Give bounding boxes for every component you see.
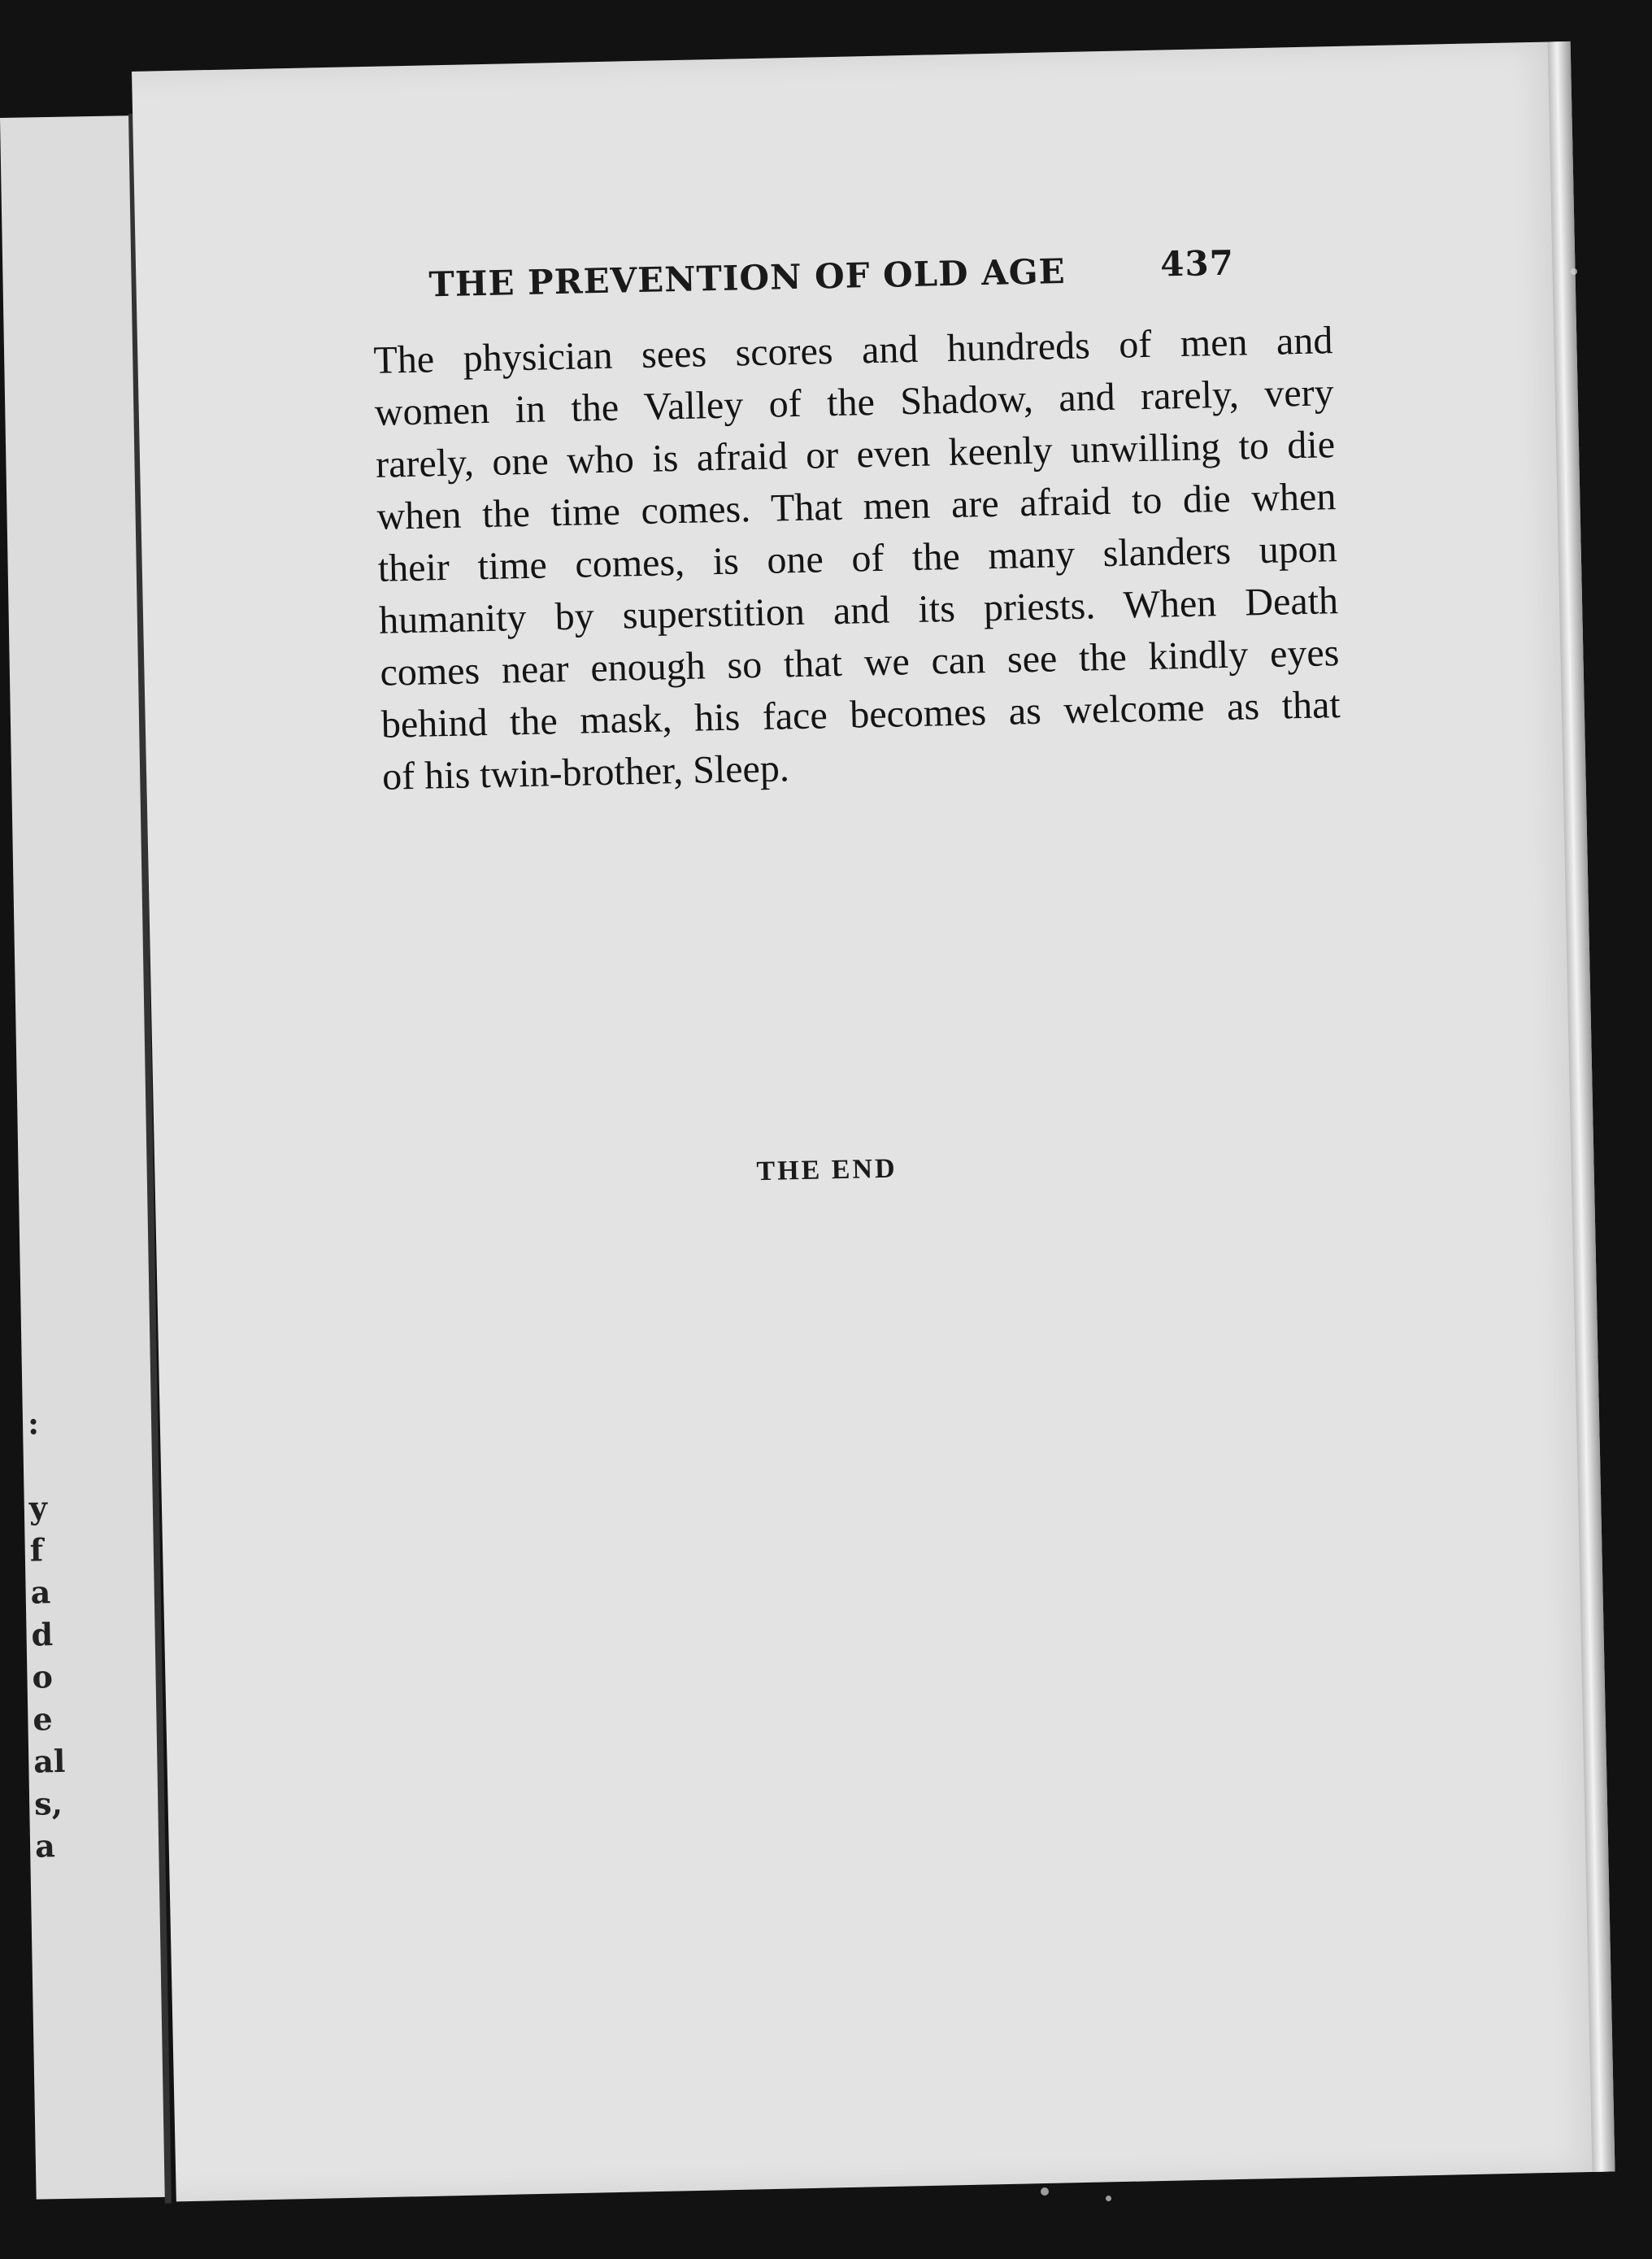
left-page-edge-letters: : y f a d o e al s, a xyxy=(27,1404,66,1865)
book-page xyxy=(132,41,1615,2201)
the-end-label: THE END xyxy=(756,1153,898,1187)
body-line: behind the mask, his face becomes as welcome as that xyxy=(380,683,1341,746)
dust-speck xyxy=(1106,2196,1111,2201)
body-line: when the time comes. That men are afraid to die when xyxy=(376,475,1337,538)
running-head xyxy=(428,242,1339,305)
body-line: humanity by superstition and its priests. When Death xyxy=(378,579,1339,642)
body-line: rarely, one who is afraid or even keenly unwilling to die xyxy=(375,423,1336,486)
body-line: women in the Valley of the Shadow, and rarely, very xyxy=(374,371,1335,434)
body-line: of his twin-brother, Sleep. xyxy=(381,746,790,799)
dust-speck xyxy=(1571,268,1577,275)
page-edge xyxy=(1548,41,1615,2172)
body-paragraph xyxy=(373,315,1342,803)
body-line: their time comes, is one of the many slanders upon xyxy=(377,527,1338,590)
body-line: comes near enough so that we can see the kindly eyes xyxy=(379,631,1340,694)
page-number: 437 xyxy=(1159,242,1235,285)
dust-speck xyxy=(1041,2187,1049,2196)
running-head-title: THE PREVENTION OF OLD AGE xyxy=(428,251,1067,305)
body-line: The physician sees scores and hundreds of men and xyxy=(372,319,1333,382)
